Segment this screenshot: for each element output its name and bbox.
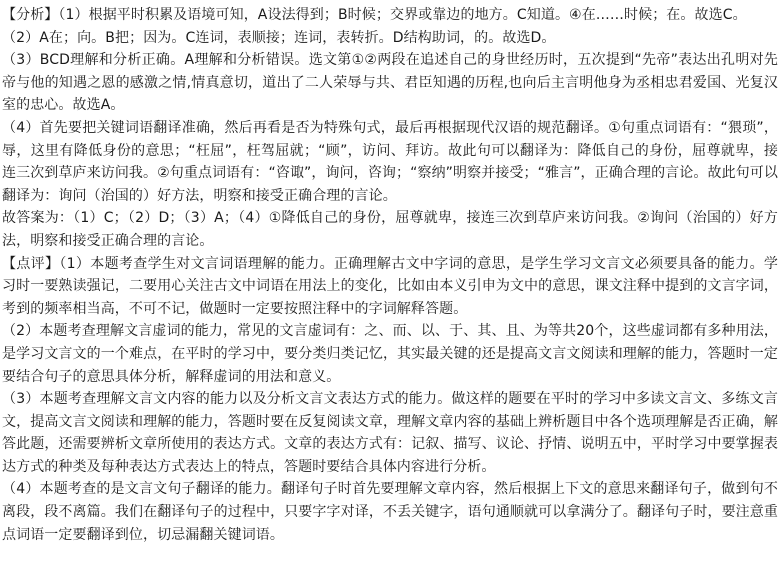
comment-paragraph-1: 【点评】（1）本题考查学生对文言词语理解的能力。正确理解古文中字词的意思，是学生学习文言文必须要具备的能力。学习时一要熟读强记，二要用心关注古文中词语在用法上的变化，比如由本义引申为文中的意思，课文注释中提到的文言字词，考到的频率相当高，不可不记，做题时一定要按照注释中的字词解释答题。 [2,255,778,317]
comment-paragraph-4: （4）本题考查的是文言文句子翻译的能力。翻译句子时首先要理解文章内容，然后根据上下文的意思来翻译句子，做到句不离段，段不离篇。我们在翻译句子的过程中，只要字字对译，不丢关键字，语句通顺就可以拿满分了。翻译句子时，要注意重点词语一定要翻译到位，切忌漏翻关键词语。 [2,481,778,543]
analysis-paragraph-4: （4）首先要把关键词语翻译准确，然后再看是否为特殊句式，最后再根据现代汉语的规范翻译。①句重点词语有：“猥琐”，辱，这里有降低身份的意思；“枉屈”，枉驾屈就；“顾”，访问、拜访。故此句可以翻译为：降低自己的身份，屈尊就卑，接连三次到草庐来访问我。②句重点词语有：“咨诹”，询问，咨询；“察纳”明察并接受；“雅言”，正确合理的言论。故此句可以翻译为：询问（治国的）好方法，明察和接受正确合理的言论。 [2,119,778,204]
comment-paragraph-2: （2）本题考查理解文言虚词的能力，常见的文言虚词有：之、而、以、于、其、且、为等共20个，这些虚词都有多种用法，是学习文言文的一个难点，在平时的学习中，要分类归类记忆，其实最关键的还是提高文言文阅读和理解的能力，答题时一定要结合句子的意思具体分析，解释虚词的用法和意义。 [2,323,778,385]
analysis-paragraph-1: 【分析】（1）根据平时积累及语境可知，A设法得到；B时候；交界或靠边的地方。C知道。④在……时候；在。故选C。 [2,7,747,23]
analysis-paragraph-3: （3）BCD理解和分析正确。A理解和分析错误。选文第①②两段在追述自己的身世经历时，五次提到“先帝”表达出孔明对先帝与他的知遇之恩的感激之情,情真意切，道出了二人荣辱与共、君臣知遇的历程,也向后主言明他身为丞相忠君爱国、光复汉室的忠心。故选A。 [2,52,778,114]
answer-paragraph: 故答案为：（1）C；（2）D；（3）A；（4）①降低自己的身份，屈尊就卑，接连三次到草庐来访问我。②询问（治国的）好方法，明察和接受正确合理的言论。 [2,210,778,249]
comment-paragraph-3: （3）本题考查理解文言文内容的能力以及分析文言文表达方式的能力。做这样的题要在平时的学习中多读文言文、多练文言文，提高文言文阅读和理解的能力，答题时要在反复阅读文章，理解文章内容的基础上辨析题目中各个选项理解是否正确，解答此题，还需要辨析文章所使用的表达方式。文章的表达方式有：记叙、描写、议论、抒情、说明五中，平时学习中要掌握表达方式的种类及每种表达方式表达上的特点，答题时要结合具体内容进行分析。 [2,391,778,475]
analysis-paragraph-2: （2）A在；向。B把；因为。C连词，表顺接；连词，表转折。D结构助词，的。故选D。 [2,29,556,46]
